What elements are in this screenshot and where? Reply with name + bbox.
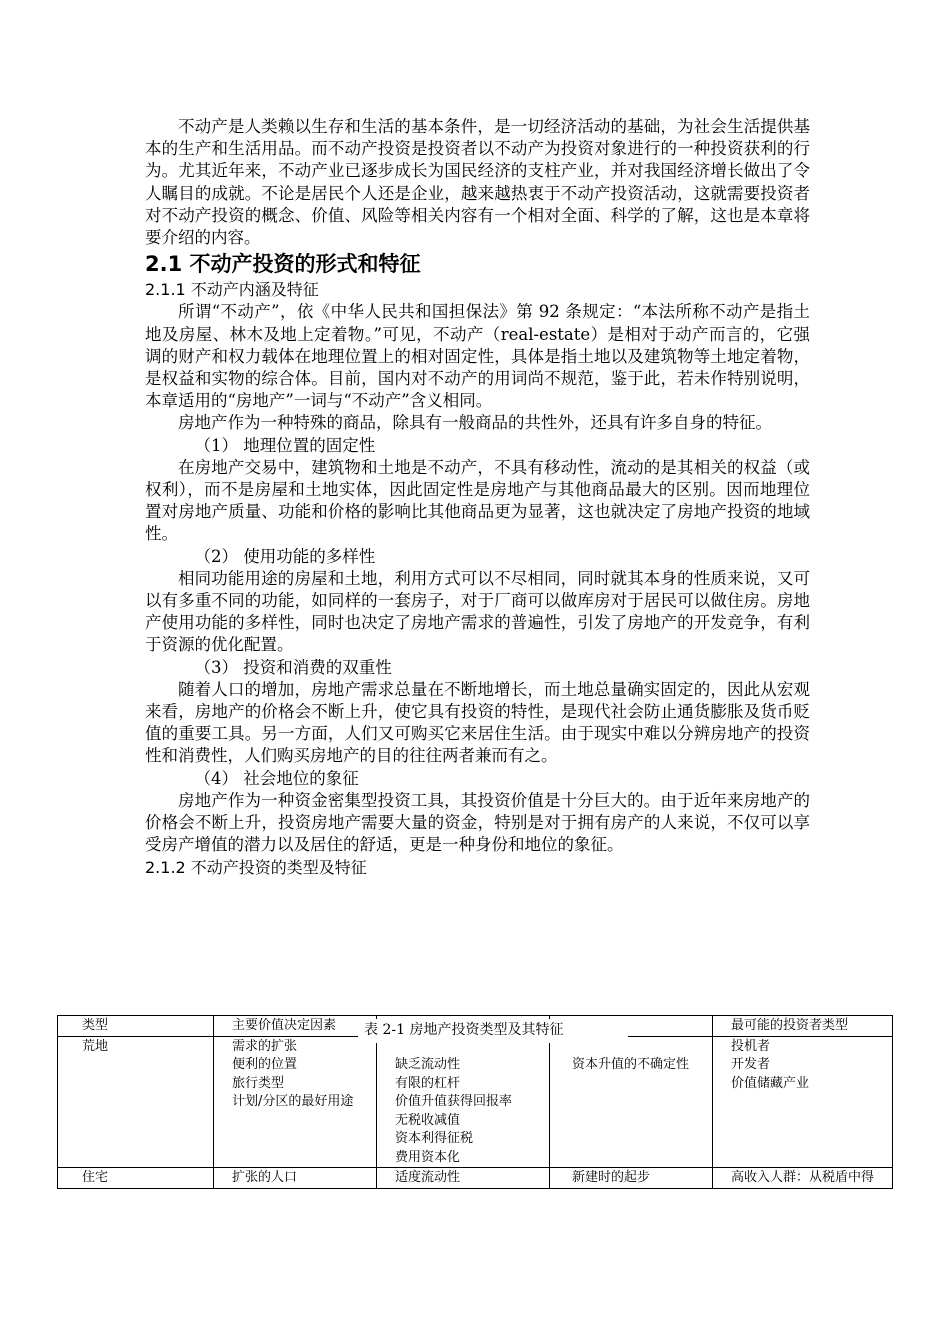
header-investor: 最可能的投资者类型 [713,1016,893,1037]
cell-type: 住宅 [58,1168,214,1189]
feature-heading-4: （4） 社会地位的象征 [194,768,359,788]
feature-heading-3: （3） 投资和消费的双重性 [194,657,392,677]
subsection-title-2: 2.1.2 不动产投资的类型及特征 [145,857,367,877]
cell-type: 荒地 [58,1036,214,1168]
features-intro-paragraph: 房地产作为一种特殊的商品，除具有一般商品的共性外，还具有许多自身的特征。 [178,413,772,433]
cell-value-factors: 扩张的人口 [214,1168,377,1189]
feature-body-2: 相同功能用途的房屋和土地，利用方式可以不尽相同，同时就其本身的性质来说，又可以有多重不同的功能，如同样的一套房子，对于厂商可以做库房对于居民可以做住房。房地产使用功能的多样性，同时也决定了房地产需求的普遍性，引发了房地产的开发竞争，有利于资源的优化配置。 [145,568,810,655]
subsection-title-1: 2.1.1 不动产内涵及特征 [145,280,319,300]
cell-investor: 高收入人群：从税盾中得 [713,1168,893,1189]
feature-body-4: 房地产作为一种资金密集型投资工具，其投资价值是十分巨大的。由于近年来房地产的价格会不断上升，投资房地产需要大量的资金，特别是对于拥有房产的人来说，不仅可以享受房产增值的潜力以及居住的舒适，更是一种身份和地位的象征。 [145,790,810,855]
definition-paragraph: 所谓“不动产”，依《中华人民共和国担保法》第 92 条规定：“本法所称不动产是指土地及房屋、林木及地上定着物。”可见，不动产（real-estate）是相对于动产而言的，它强调的财产和权力载体在地理位置上的相对固定性，具体是指土地以及建筑物等土地定着物，是权益和实物的综合体。目前，国内对不动产的用词尚不规范，鉴于此，若未作特别说明，本章适用的“房地产”一词与“不动产”含义相同。 [145,302,810,411]
body-text [145,116,810,879]
feature-body-3: 随着人口的增加，房地产需求总量在不断地增长，而土地总量确实固定的，因此从宏观来看，房地产的价格会不断上升，使它具有投资的特性，是现代社会防止通货膨胀及货币贬值的重要工具。另一方面，人们又可购买它来居住生活。由于现实中难以分辨房地产的投资性和消费性，人们购买房地产的目的往往两者兼而有之。 [145,679,810,766]
table-row [58,1168,893,1189]
cell-col4: 资本升值的不确定性 [550,1036,713,1168]
header-type: 类型 [58,1016,214,1037]
table-row [58,1036,893,1168]
cell-value-factors: 需求的扩张 便利的位置 旅行类型 计划/分区的最好用途 [214,1036,377,1168]
section-title: 2.1 不动产投资的形式和特征 [145,252,421,277]
cell-col3: 缺乏流动性 有限的杠杆 价值升值获得回报率 无税收减值 资本利得征税 费用资本化 [377,1036,550,1168]
feature-heading-1: （1） 地理位置的固定性 [194,435,376,455]
header-value-factors: 主要价值决定因素 [214,1016,377,1037]
feature-body-1: 在房地产交易中，建筑物和土地是不动产，不具有移动性，流动的是其相关的权益（或权利），而不是房屋和土地实体，因此固定性是房地产与其他商品最大的区别。因而地理位置对房地产质量、功能和价格的影响比其他商品更为显著，这也就决定了房地产投资的地域性。 [145,457,810,544]
intro-paragraph: 不动产是人类赖以生存和生活的基本条件，是一切经济活动的基础，为社会生活提供基本的生产和生活用品。而不动产投资是投资者以不动产为投资对象进行的一种投资获利的行为。尤其近年来，不动产业已逐步成长为国民经济的支柱产业，并对我国经济增长做出了令人瞩目的成就。不论是居民个人还是企业，越来越热衷于不动产投资活动，这就需要投资者对不动产投资的概念、价值、风险等相关内容有一个相对全面、科学的了解，这也是本章将要介绍的内容。 [145,117,810,248]
cell-investor: 投机者 开发者 价值储藏产业 [713,1036,893,1168]
cell-col4: 新建时的起步 [550,1168,713,1189]
table-caption: 表 2-1 房地产投资类型及其特征 [358,1019,628,1043]
feature-heading-2: （2） 使用功能的多样性 [194,546,376,566]
cell-col3: 适度流动性 [377,1168,550,1189]
